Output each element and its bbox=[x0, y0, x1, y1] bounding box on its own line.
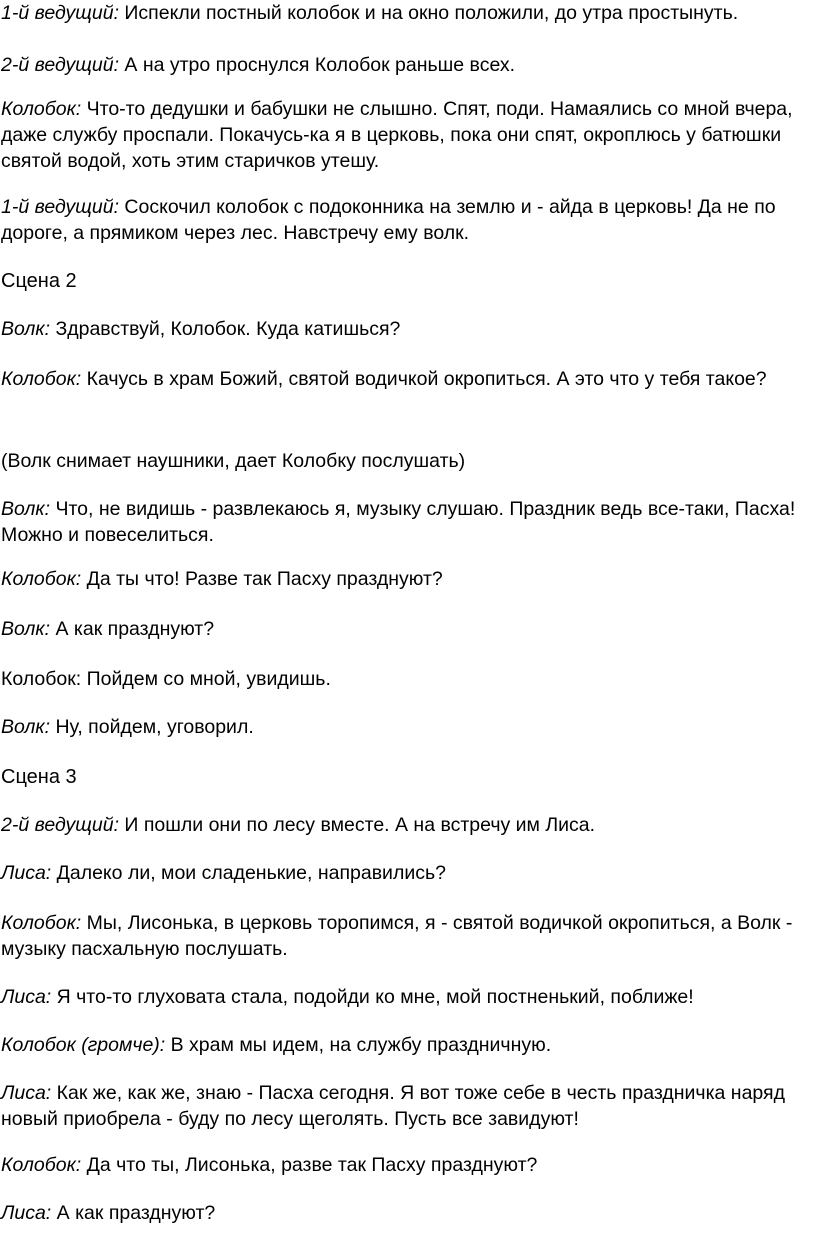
speaker-label: 1-й ведущий: bbox=[1, 196, 119, 218]
paragraph-text: Здравствуй, Колобок. Куда катишься? bbox=[50, 318, 401, 340]
speaker-label: Лиса: bbox=[1, 1202, 52, 1224]
paragraph-text: Ну, пойдем, уговорил. bbox=[50, 716, 254, 738]
paragraph-text: Что, не видишь - развлекаюсь я, музыку слушаю. Праздник ведь все-таки, Пасха! Можно и повеселиться. bbox=[1, 498, 796, 546]
paragraph-9 bbox=[1, 616, 801, 642]
paragraph-18 bbox=[1, 1152, 801, 1178]
paragraph-text: Соскочил колобок с подоконника на землю и - айда в церковь! Да не по дороге, а прямиком через лес. Навстречу ему волк. bbox=[1, 196, 776, 244]
paragraph-text: Я что-то глуховата стала, подойди ко мне, мой постненький, поближе! bbox=[51, 986, 694, 1008]
paragraph-8 bbox=[1, 566, 801, 592]
paragraph-15 bbox=[1, 984, 801, 1010]
paragraph-text: Да ты что! Разве так Пасху празднуют? bbox=[81, 568, 443, 590]
speaker-label: Лиса: bbox=[1, 862, 52, 884]
paragraph-text: А как празднуют? bbox=[51, 1202, 216, 1224]
paragraph-5 bbox=[1, 316, 801, 342]
paragraph-text: Что-то дедушки и бабушки не слышно. Спят, поди. Намаялись со мной вчера, даже службу проспали. Покачусь-ка я в церковь, пока они спят, окроплюсь у батюшки святой водой, хоть этим старичков утешу. bbox=[1, 98, 793, 172]
speaker-label: Колобок: bbox=[1, 368, 82, 390]
speaker-label: Колобок: bbox=[1, 1154, 82, 1176]
paragraph-text: Испекли постный колобок и на окно положили, до утра простынуть. bbox=[119, 2, 739, 24]
speaker-label: Лиса: bbox=[1, 986, 52, 1008]
paragraph-stage-direction: (Волк снимает наушники, дает Колобку послушать) bbox=[1, 450, 466, 472]
paragraph-text: Мы, Лисонька, в церковь торопимся, я - святой водичкой окропиться, а Волк - музыку пасхальную послушать. bbox=[1, 912, 793, 960]
speaker-label: 2-й ведущий: bbox=[1, 54, 119, 76]
scene-heading-3: Сцена 3 bbox=[1, 766, 77, 788]
speaker-label: 2-й ведущий: bbox=[1, 814, 119, 836]
paragraph-text: Далеко ли, мои сладенькие, направились? bbox=[51, 862, 446, 884]
paragraph-text: А на утро проснулся Колобок раньше всех. bbox=[119, 54, 516, 76]
paragraph-16 bbox=[1, 1032, 801, 1058]
speaker-label: 1-й ведущий: bbox=[1, 2, 119, 24]
speaker-label: Волк: bbox=[1, 716, 51, 738]
paragraph-13 bbox=[1, 860, 801, 886]
paragraph-19 bbox=[1, 1200, 801, 1226]
speaker-label: Колобок: bbox=[1, 568, 82, 590]
paragraph-12 bbox=[1, 812, 801, 838]
paragraph-4 bbox=[1, 194, 801, 246]
paragraph-text: Качусь в храм Божий, святой водичкой окропиться. А это что у тебя такое? bbox=[81, 368, 767, 390]
speaker-label: Колобок: bbox=[1, 98, 82, 120]
speaker-label: Волк: bbox=[1, 318, 51, 340]
speaker-label: Колобок: bbox=[1, 912, 82, 934]
paragraph-10: Колобок: Пойдем со мной, увидишь. bbox=[1, 668, 331, 690]
paragraph-text: А как празднуют? bbox=[50, 618, 215, 640]
speaker-label: Колобок (громче): bbox=[1, 1034, 166, 1056]
paragraph-text: Да что ты, Лисонька, разве так Пасху празднуют? bbox=[81, 1154, 538, 1176]
paragraph-1 bbox=[1, 0, 801, 26]
scene-heading-2: Сцена 2 bbox=[1, 270, 77, 292]
paragraph-text: В храм мы идем, на службу праздничную. bbox=[165, 1034, 552, 1056]
paragraph-14 bbox=[1, 910, 801, 962]
paragraph-3 bbox=[1, 96, 801, 174]
speaker-label: Волк: bbox=[1, 498, 51, 520]
speaker-label: Лиса: bbox=[1, 1082, 52, 1104]
paragraph-11 bbox=[1, 714, 801, 740]
paragraph-7 bbox=[1, 496, 801, 548]
paragraph-6 bbox=[1, 366, 801, 392]
paragraph-17 bbox=[1, 1080, 801, 1132]
paragraph-2 bbox=[1, 52, 801, 78]
paragraph-text: И пошли они по лесу вместе. А на встречу им Лиса. bbox=[119, 814, 596, 836]
paragraph-text: Как же, как же, знаю - Пасха сегодня. Я вот тоже себе в честь праздничка наряд новый приобрела - буду по лесу щеголять. Пусть все завидуют! bbox=[1, 1082, 785, 1130]
speaker-label: Волк: bbox=[1, 618, 51, 640]
